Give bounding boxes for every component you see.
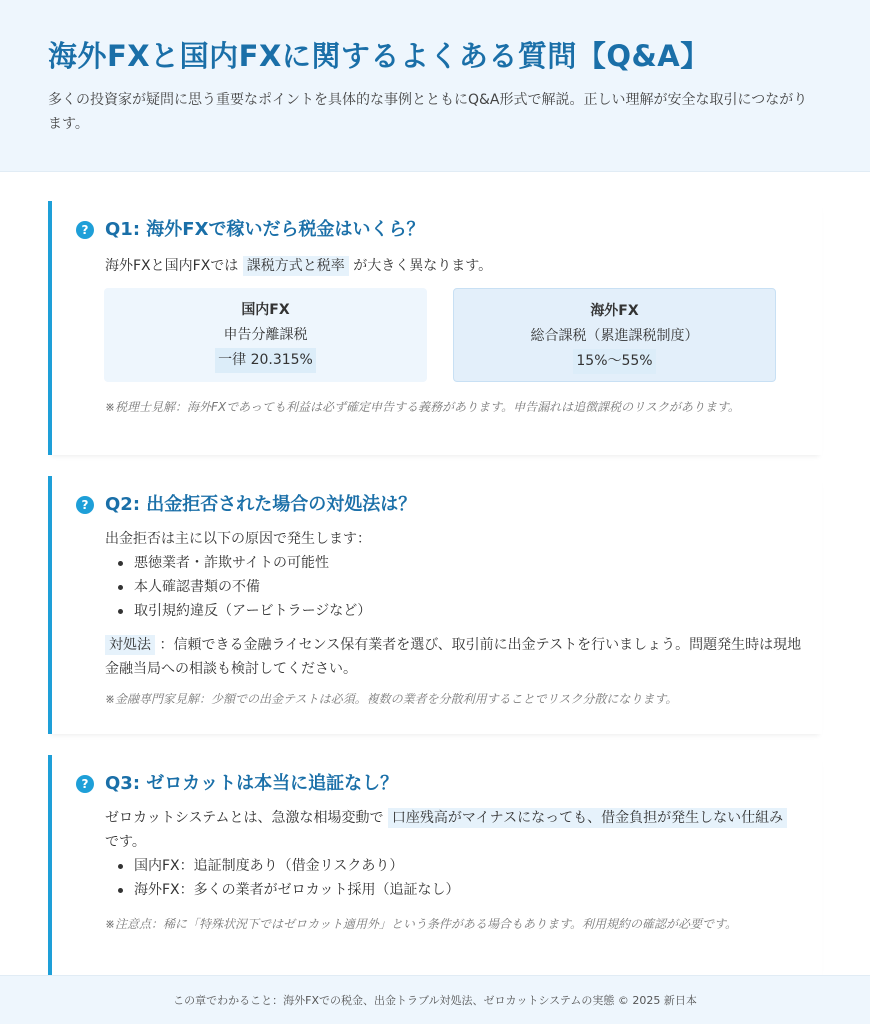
- box-title: 海外FX: [590, 303, 639, 319]
- question-title: Q3: ゼロカットは本当に追証なし？: [105, 773, 399, 794]
- highlight: 口座残高がマイナスになっても、借金負担が発生しない仕組み: [388, 808, 787, 828]
- qa-card-q3: [48, 755, 822, 975]
- tax-comparison: [104, 288, 802, 382]
- highlight: 課税方式と税率: [243, 256, 349, 276]
- list-item: 悪徳業者・詐欺サイトの可能性: [105, 551, 802, 575]
- page-footer: この章でわかること：海外FXでの税金、出金トラブル対処法、ゼロカットシステムの実態 © 2025 新日本: [0, 975, 870, 1024]
- expert-note: ※税理士見解：海外FXであっても利益は必ず確定申告する義務があります。申告漏れは追徴課税のリスクがあります。: [105, 400, 740, 414]
- tax-rate: 15%〜55%: [573, 349, 655, 374]
- answer-intro: 海外FXと国内FXでは 課税方式と税率 が大きく異なります。: [105, 258, 493, 274]
- overseas-tax-box: [453, 288, 776, 382]
- cause-list: [105, 551, 802, 623]
- question-title: Q2: 出金拒否された場合の対処法は？: [105, 494, 417, 515]
- question-icon: ?: [76, 221, 94, 239]
- list-item: 海外FX：多くの業者がゼロカット採用（追証なし）: [105, 878, 802, 902]
- list-item: 本人確認書類の不備: [105, 575, 802, 599]
- qa-card-q1: [48, 201, 822, 455]
- page-subtitle: 多くの投資家が疑問に思う重要なポイントを具体的な事例とともにQ&A形式で解説。正しい理解が安全な取引につながります。: [48, 92, 808, 132]
- box-title: 国内FX: [241, 302, 290, 318]
- list-item: 国内FX：追証制度あり（借金リスクあり）: [105, 854, 802, 878]
- list-item: 取引規約違反（アービトラージなど）: [105, 599, 802, 623]
- answer-intro: 出金拒否は主に以下の原因で発生します：: [105, 531, 371, 547]
- expert-note: ※金融専門家見解：少額での出金テストは必須。複数の業者を分散利用することでリスク分散になります。: [105, 692, 678, 706]
- tax-method: 総合課税（累進課税制度）: [530, 328, 699, 344]
- question-icon: ?: [76, 496, 94, 514]
- solution-text: 対処法 ：信頼できる金融ライセンス保有業者を選び、取引前に出金テストを行いましょう。問題発生時は現地金融当局への相談も検討してください。: [105, 637, 802, 677]
- highlight: 対処法: [105, 635, 155, 655]
- page-title: 海外FXと国内FXに関するよくある質問【Q&A】: [48, 39, 710, 73]
- question-title: Q1: 海外FXで稼いだら税金はいくら？: [105, 219, 425, 240]
- domestic-tax-box: [104, 288, 427, 382]
- tax-method: 申告分離課税: [223, 327, 308, 343]
- answer-intro: ゼロカットシステムとは、急激な相場変動で 口座残高がマイナスになっても、借金負担が発生しない仕組み です。: [105, 806, 802, 854]
- qa-card-q2: [48, 476, 822, 734]
- tax-rate: 一律 20.315%: [215, 348, 316, 373]
- comparison-list: [105, 854, 802, 902]
- page-header: [0, 0, 870, 172]
- question-icon: ?: [76, 775, 94, 793]
- caution-note: ※注意点：稀に「特殊状況下ではゼロカット適用外」という条件がある場合もあります。利用規約の確認が必要です。: [105, 917, 738, 931]
